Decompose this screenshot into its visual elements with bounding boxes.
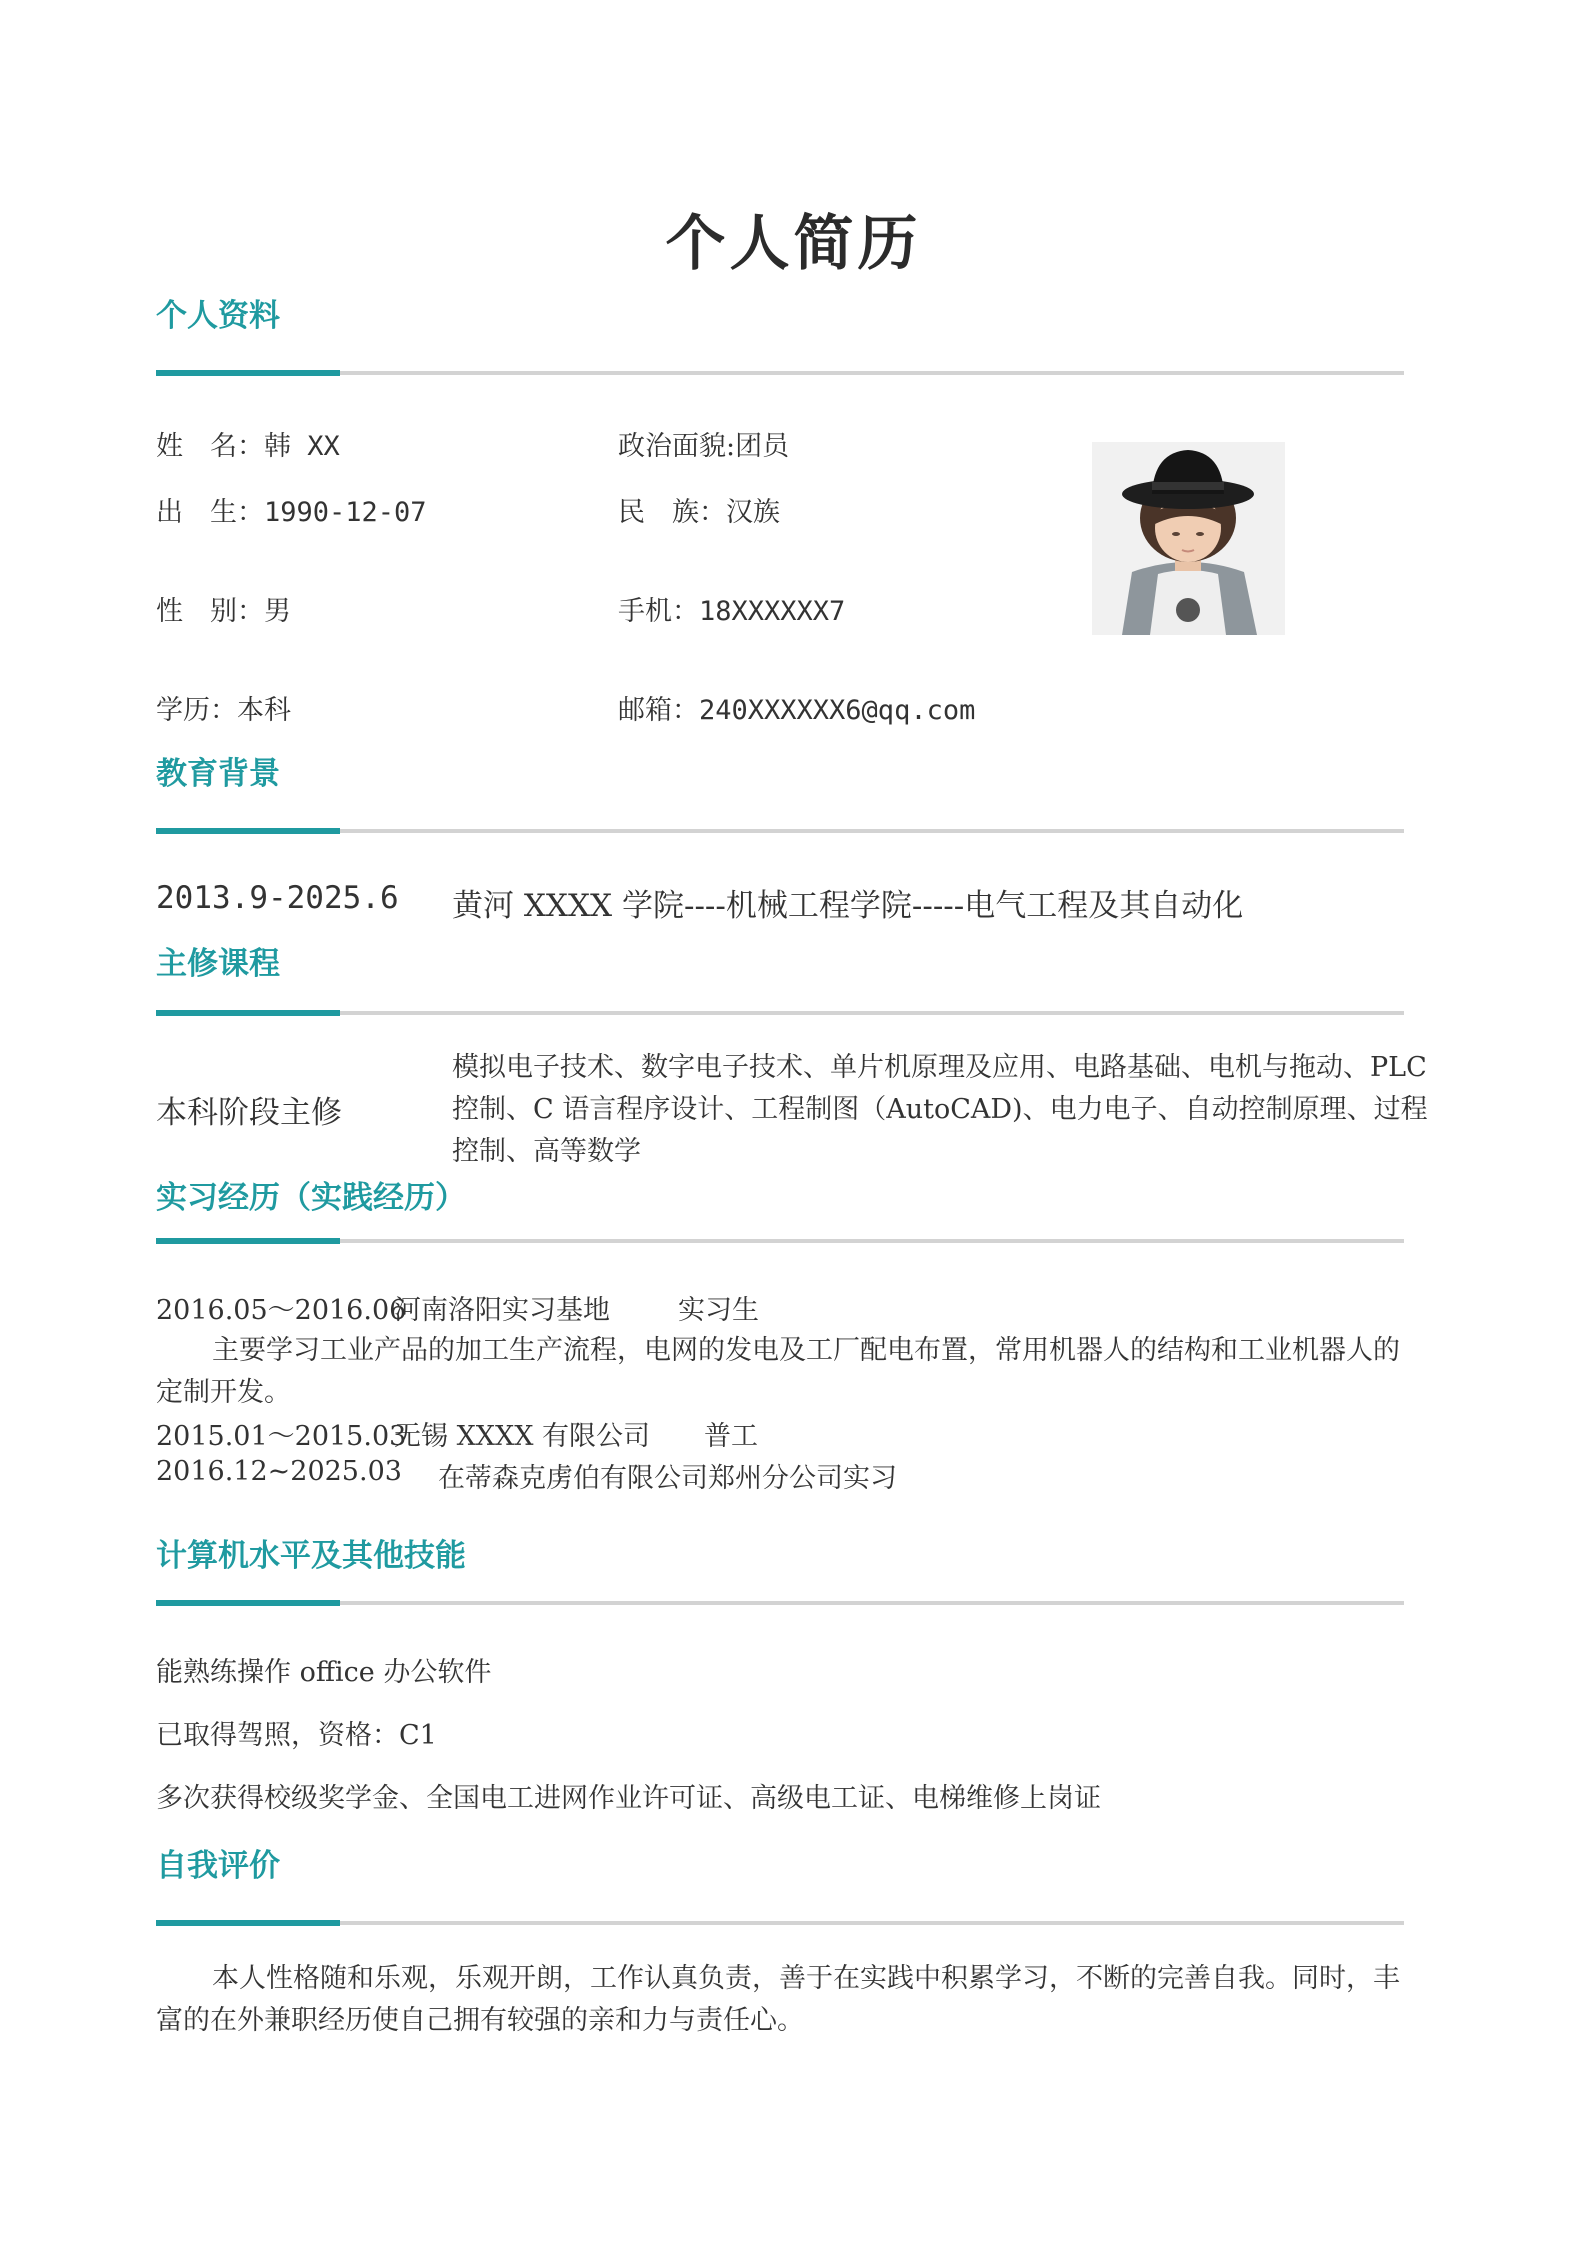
education-label: 学历： (156, 695, 237, 726)
section-divider (156, 370, 1404, 376)
profile-photo (1092, 442, 1285, 635)
section-title-experience: 实习经历（实践经历） (156, 1180, 466, 1216)
gender-value: 男 (264, 596, 291, 627)
gender-label: 性 别： (156, 596, 264, 627)
name-field (156, 424, 340, 463)
political-field (618, 424, 789, 463)
education-field (156, 688, 291, 727)
gender-field (156, 589, 291, 628)
birth-field (156, 490, 427, 529)
experience-period: 2016.12~2025.03 (156, 1456, 402, 1487)
section-divider (156, 828, 1404, 834)
section-title-education: 教育背景 (156, 756, 280, 792)
experience-role: 普工 (704, 1421, 758, 1452)
phone-field (618, 589, 845, 628)
section-title-self-eval: 自我评价 (156, 1848, 280, 1884)
ethnicity-value: 汉族 (726, 497, 780, 528)
experience-org: 在蒂森克虏伯有限公司郑州分公司实习 (438, 1463, 897, 1494)
section-divider (156, 1920, 1404, 1926)
phone-label: 手机： (618, 596, 699, 627)
child-portrait-icon (1092, 442, 1285, 635)
birth-label: 出 生： (156, 497, 264, 528)
email-value: 240XXXXXX6@qq.com (699, 695, 976, 726)
experience-period: 2015.01～2015.03 (156, 1421, 407, 1452)
email-label: 邮箱： (618, 695, 699, 726)
education-detail: 黄河 XXXX 学院----机械工程学院-----电气工程及其自动化 (452, 888, 1244, 924)
courses-line: 控制、C 语言程序设计、工程制图（AutoCAD)、电力电子、自动控制原理、过程 (452, 1094, 1428, 1125)
name-label: 姓 名： (156, 431, 264, 462)
email-field (618, 688, 975, 727)
education-value: 本科 (237, 695, 291, 726)
courses-label: 本科阶段主修 (156, 1095, 342, 1131)
experience-org: 河南洛阳实习基地 (394, 1295, 610, 1326)
skill-item: 多次获得校级奖学金、全国电工进网作业许可证、高级电工证、电梯维修上岗证 (156, 1783, 1101, 1814)
courses-line: 模拟电子技术、数字电子技术、单片机原理及应用、电路基础、电机与拖动、PLC (452, 1052, 1427, 1083)
political-value: 团员 (735, 431, 790, 462)
education-period: 2013.9-2025.6 (156, 880, 399, 916)
experience-org: 无锡 XXXX 有限公司 (394, 1421, 651, 1452)
page-title: 个人简历 (665, 209, 922, 279)
section-title-profile: 个人资料 (156, 298, 280, 334)
self-eval-text: 本人性格随和乐观，乐观开朗，工作认真负责，善于在实践中积累学习，不断的完善自我。同时，丰富的在外兼职经历使自己拥有较强的亲和力与责任心。 (156, 1963, 1400, 2036)
courses-line: 控制、高等数学 (452, 1136, 641, 1167)
phone-value: 18XXXXXX7 (699, 596, 846, 627)
skill-item: 已取得驾照，资格：C1 (156, 1720, 437, 1751)
ethnicity-label: 民 族： (618, 497, 726, 528)
ethnicity-field (618, 490, 780, 529)
experience-description: 主要学习工业产品的加工生产流程，电网的发电及工厂配电布置，常用机器人的结构和工业机器人的定制开发。 (156, 1335, 1400, 1408)
experience-period: 2016.05～2016.06 (156, 1295, 407, 1326)
section-title-skills: 计算机水平及其他技能 (156, 1538, 466, 1574)
section-title-courses: 主修课程 (156, 946, 280, 982)
section-divider (156, 1238, 1404, 1244)
political-label: 政治面貌: (618, 431, 736, 462)
skill-item: 能熟练操作 office 办公软件 (156, 1657, 492, 1688)
name-value: 韩 XX (264, 431, 340, 462)
birth-value: 1990-12-07 (264, 497, 427, 528)
section-divider (156, 1010, 1404, 1016)
experience-role: 实习生 (678, 1295, 759, 1326)
section-divider (156, 1600, 1404, 1606)
